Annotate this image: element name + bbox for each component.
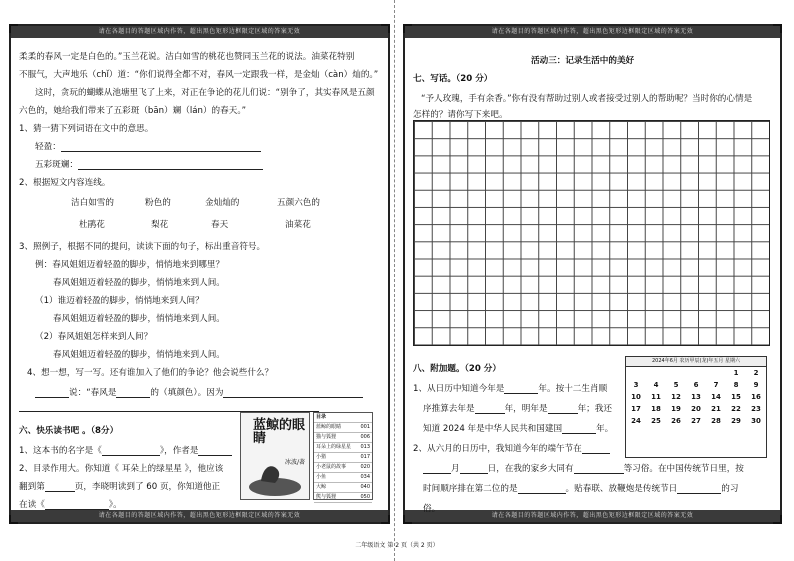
- answer-area-warning: 请在各题目的答题区域内作答，超出黑色矩形边框限定区域的答案无效: [11, 26, 388, 38]
- question-text: 。贴春联、放鞭炮是传统节日: [565, 484, 678, 494]
- toc-row: 蓝鲸的眼睛 001: [314, 423, 372, 433]
- answer-blank[interactable]: [45, 482, 75, 492]
- passage-line: 这时，贪玩的蝴蝶从池塘里飞了上来，对正在争论的花儿们说：“别争了，其实春风是五颜: [35, 88, 375, 98]
- answer-blank[interactable]: [582, 444, 610, 454]
- answer-blank[interactable]: [574, 464, 624, 474]
- answer-blank[interactable]: [562, 424, 596, 434]
- calendar-day: 3: [633, 381, 639, 389]
- answer-line[interactable]: [19, 402, 319, 412]
- question-text: 知道 2024 年是中华人民共和国建国: [423, 424, 563, 434]
- calendar-day: 19: [671, 405, 681, 413]
- calendar-day: 14: [711, 393, 721, 401]
- calendar-day: 25: [651, 417, 661, 425]
- calendar-day: 11: [651, 393, 661, 401]
- answer-blank[interactable]: [35, 388, 69, 398]
- match-left[interactable]: 金灿灿的: [205, 198, 240, 208]
- question-text: 翻到第: [19, 482, 45, 492]
- match-right[interactable]: 杜鹃花: [79, 220, 105, 230]
- question-text: 等习俗。在中国传统节日里，按: [623, 464, 744, 474]
- example-sentence: 春风姐姐迈着轻盈的脚步，悄悄地来到人间。: [53, 278, 225, 288]
- answer-blank[interactable]: [102, 446, 160, 456]
- toc-row: 小鱼 034: [314, 473, 372, 483]
- answer-blank[interactable]: [423, 464, 451, 474]
- match-left[interactable]: 粉色的: [145, 198, 171, 208]
- question-3: 3、照例子，根据不同的提问，读读下面的句子，标出重音符号。: [19, 242, 266, 252]
- match-left[interactable]: 洁白如雪的: [71, 198, 114, 208]
- calendar-day: 8: [733, 381, 739, 389]
- term-label: 五彩斑斓：: [35, 160, 78, 170]
- fold-line: [394, 0, 395, 561]
- match-left[interactable]: 五颜六色的: [277, 198, 320, 208]
- question-text: 2、目录作用大。你知道《 耳朵上的绿星星 》，他应该: [19, 464, 224, 474]
- whale-illustration: [241, 459, 309, 499]
- question-text: 1、从日历中知道今年是: [413, 384, 505, 394]
- question-text: 2、从六月的日历中，我知道今年的端午节在: [413, 444, 582, 454]
- page-footer: 二年级语文 第 2 页（共 2 页）: [355, 542, 439, 549]
- calendar-image: [625, 356, 767, 458]
- calendar-day: 27: [691, 417, 701, 425]
- calendar-day: 26: [671, 417, 681, 425]
- calendar-day: 17: [631, 405, 641, 413]
- book-cover-image: [240, 412, 310, 500]
- calendar-day: [626, 367, 646, 379]
- answer-blank[interactable]: [198, 446, 232, 456]
- calendar-day: [666, 367, 686, 379]
- question-text: 在读《: [19, 500, 45, 510]
- calendar-day: [646, 367, 666, 379]
- question-text: 时间顺序排在第二位的是: [423, 484, 518, 494]
- term-label: 轻盈：: [35, 142, 61, 152]
- section-7-title: 七、写话。（20 分）: [413, 74, 493, 84]
- left-page: [9, 24, 390, 524]
- calendar-day: 16: [751, 393, 761, 401]
- calendar-day: 29: [731, 417, 741, 425]
- question-text: 1、这本书的名字是《: [19, 446, 102, 456]
- calendar-day: 13: [691, 393, 701, 401]
- sub-question: （1）谁迈着轻盈的脚步，悄悄地来到人间？: [35, 296, 204, 306]
- toc-row: 猫与狐狸 006: [314, 433, 372, 443]
- answer-blank[interactable]: [61, 142, 261, 152]
- prompt-text: 的（填颜色）。因为: [150, 388, 224, 398]
- question-text: 序推算去年是: [423, 404, 475, 414]
- section-6-title: 六、快乐读书吧 。（8分）: [19, 426, 119, 436]
- activity-title: 活动三：记录生活中的美好: [531, 56, 635, 66]
- calendar-day: 28: [711, 417, 721, 425]
- calendar-day: 24: [631, 417, 641, 425]
- prompt-text: 说：“春风是: [69, 388, 117, 398]
- calendar-day: 22: [731, 405, 741, 413]
- example-question: 例：春风姐姐迈着轻盈的脚步，悄悄地来到哪里？: [35, 260, 225, 270]
- answer-blank[interactable]: [548, 404, 578, 414]
- answer-blank[interactable]: [45, 500, 109, 510]
- calendar-day: 2: [753, 369, 759, 377]
- calendar-day: 30: [751, 417, 761, 425]
- prompt-line: 怎样的？请你写下来吧。: [413, 110, 508, 120]
- toc-row: 耳朵上的绿星星 013: [314, 443, 372, 453]
- answer-blank[interactable]: [518, 484, 566, 494]
- book-title: 蓝鲸的眼睛: [253, 418, 306, 446]
- practice-sentence[interactable]: 春风姐姐迈着轻盈的脚步，悄悄地来到人间。: [53, 314, 225, 324]
- question-text: 年。按十二生肖顺: [538, 384, 608, 394]
- toc-title: 目录: [314, 413, 372, 423]
- passage-line: 柔柔的春风一定是白色的。”玉兰花说。洁白如雪的桃花也赞同玉兰花的说法。油菜花特别: [19, 52, 355, 62]
- passage-line: 六色的，她给我们带来了五彩斑（bān）斓（lán）的春天。”: [19, 106, 247, 116]
- toc-row: 熊与狐狸 050: [314, 493, 372, 503]
- calendar-day: 18: [651, 405, 661, 413]
- answer-area-warning: 请在各题目的答题区域内作答，超出黑色矩形边框限定区域的答案无效: [11, 510, 388, 522]
- calendar-day: 4: [653, 381, 659, 389]
- calendar-day: 7: [713, 381, 719, 389]
- question-text: 年，明年是: [504, 404, 548, 414]
- toc-row: 小猪 017: [314, 453, 372, 463]
- question-text: 俗。: [423, 504, 441, 514]
- question-text: 月: [451, 464, 460, 474]
- calendar-day: 6: [693, 381, 699, 389]
- calendar-day: 5: [673, 381, 679, 389]
- question-text: 的习: [721, 484, 739, 494]
- question-2: 2、根据短文内容连线。: [19, 178, 111, 188]
- calendar-day: 10: [631, 393, 641, 401]
- calendar-day: 1: [733, 369, 739, 377]
- calendar-day: 20: [691, 405, 701, 413]
- answer-area-warning: 请在各题目的答题区域内作答，超出黑色矩形边框限定区域的答案无效: [405, 510, 780, 522]
- question-text: 》，作者是: [159, 446, 199, 456]
- answer-blank[interactable]: [475, 404, 505, 414]
- answer-blank[interactable]: [677, 484, 721, 494]
- match-right[interactable]: 春天: [211, 220, 229, 230]
- toc-row: 大鲸 040: [314, 483, 372, 493]
- calendar-day: [686, 367, 706, 379]
- section-8-title: 八、附加题。（20 分）: [413, 364, 501, 374]
- practice-sentence[interactable]: 春风姐姐迈着轻盈的脚步，悄悄地来到人间。: [53, 350, 225, 360]
- calendar-days: [626, 367, 766, 427]
- calendar-day: 23: [751, 405, 761, 413]
- answer-blank[interactable]: [460, 464, 488, 474]
- question-4: 4、想一想，写一写。还有谁加入了他们的争论？他会说些什么？: [27, 368, 274, 378]
- question-1: 1、猜一猜下列词语在文中的意思。: [19, 124, 154, 134]
- right-page: [403, 24, 782, 524]
- answer-area-warning: 请在各题目的答题区域内作答，超出黑色矩形边框限定区域的答案无效: [405, 26, 780, 38]
- answer-blank[interactable]: [223, 388, 363, 398]
- prompt-line: “予人玫瑰，手有余香。”你有没有帮助过别人或者接受过别人的帮助呢？当时你的心情是: [421, 94, 753, 104]
- question-text: 页，李晓明读到了 60 页，你知道他正: [74, 482, 221, 492]
- toc-row: 小老鼠的故事 020: [314, 463, 372, 473]
- question-text: 年。: [596, 424, 614, 434]
- writing-grid[interactable]: [413, 120, 770, 346]
- answer-blank[interactable]: [504, 384, 538, 394]
- table-of-contents: [313, 412, 373, 500]
- passage-line: 不服气，大声地乐（chǐ）道：“你们说得全都不对，春风一定跟我一样，是金灿（càn）灿的。”: [19, 70, 379, 80]
- calendar-header: 2024年6月 农历甲辰(龙)年五月 星期六: [626, 357, 766, 367]
- match-right[interactable]: 油菜花: [285, 220, 311, 230]
- calendar-day: 12: [671, 393, 681, 401]
- answer-blank[interactable]: [116, 388, 150, 398]
- calendar-day: [706, 367, 726, 379]
- calendar-day: 9: [753, 381, 759, 389]
- sub-question: （2）春风姐姐怎样来到人间？: [35, 332, 153, 342]
- answer-blank[interactable]: [78, 160, 263, 170]
- book-author: 冰波/著: [284, 459, 305, 466]
- calendar-day: 21: [711, 405, 721, 413]
- question-text: 日，在我的家乡大同有: [487, 464, 574, 474]
- question-text: 年；我还: [577, 404, 612, 414]
- match-right[interactable]: 梨花: [151, 220, 169, 230]
- calendar-day: 15: [731, 393, 741, 401]
- left-content: 柔柔的春风一定是白色的。”玉兰花说。洁白如雪的桃花也赞同玉兰花的说法。油菜花特别 不服气，大声地乐（chǐ）道：“你们说得全都不对，春风一定跟我一样，是金灿（càn）灿的。” 这时，贪玩的蝴蝶从池塘里飞了上来，对正在争论的花儿们说：“别争了，其实春风是五颜 六色的，她给我们带来了五彩斑（bān）斓（lán）的春天。” 1、猜一猜下列词语在文中的意思。 轻盈： 五彩斑斓： 2、根据短文内容连线。 洁白如雪的 粉色的 金灿灿的 五颜六色的 杜鹃花 梨花 春天 油菜花 3、照例子，根据不同的提问，读读下面的句子，标出重音符号。 例：春风姐姐迈着轻盈的脚步，悄悄地来到哪里？ 春风姐姐迈着轻盈的脚步，悄悄地来到人间。 （1）谁迈着轻盈的脚步，悄悄地来到人间？ 春风姐姐迈着轻盈的脚步，悄悄地来到人间。 （2）春风姐姐怎样来到人间？ 春风姐姐迈着轻盈的脚步，悄悄地来到人间。 4、想一想，写一写。还有谁加入了他们的争论？他会说些什么？ 说：“春风是 的（填颜色）。因为 六、快乐读书吧 。（8分） 1、这本书的名字是《 》，作者是 2、目录作用大。你知道《 耳朵上的绿星星 》，他应该 翻到第 页，李晓明读到了 60 页，你知道他正 在读《 》。: [19, 52, 379, 510]
